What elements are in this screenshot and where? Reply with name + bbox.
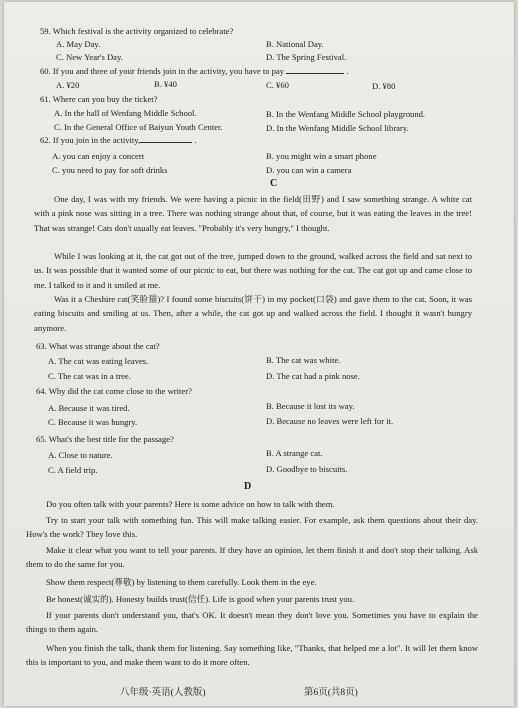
question-62-option-b: B. you might win a smart phone — [266, 151, 377, 161]
section-c-paragraph-3: Was it a Cheshire cat(笑脸猫)? I found some biscuits(饼干) in my pocket(口袋) and gave them to the cat. Soon, it was eating biscuits and smiling at us. Then, after a while, the cat got up and walked across the field. I thought it wasn't hungry anymore. — [34, 294, 472, 333]
answer-blank — [286, 67, 344, 74]
question-61-option-b: B. In the Wenfang Middle School playground. — [266, 109, 426, 119]
question-64-option-d: D. Because no leaves were left for it. — [266, 416, 394, 426]
question-60-option-d: D. ¥80 — [372, 81, 396, 91]
section-d-paragraph-2: Try to start your talk with something fun. This will make talking easier. For example, ask them questions about their day. How's the work? They love this. — [26, 515, 478, 540]
section-d-paragraph-5: Be honest(诚实的). Honesty builds trust(信任). Life is good when your parents trust you. — [46, 594, 355, 604]
question-60-option-a: A. ¥20 — [56, 80, 80, 90]
question-61-option-a: A. In the hall of Wenfang Middle School. — [54, 108, 197, 118]
question-65-stem: 65. What's the best title for the passage? — [36, 434, 174, 444]
footer-grade-subject: 八年级·英语(人教版) — [120, 688, 206, 698]
section-c-paragraph-1: One day, I was with my friends. We were having a picnic in the field(田野) and I saw something strange. A white cat with a pink nose was sitting in a tree. There was nothing strange about that, of course, but it was eating the leaves in the tree! That was strange! Cats don't usually eat leaves. "Probably it's very hungry," I thought. — [34, 194, 472, 233]
question-64-option-b: B. Because it lost its way. — [266, 401, 355, 411]
question-62-option-c: C. you need to pay for soft drinks — [52, 165, 168, 175]
question-63-option-b: B. The cat was white. — [266, 355, 341, 365]
question-63-stem: 63. What was strange about the cat? — [36, 341, 160, 351]
section-c-heading: C — [270, 178, 278, 189]
section-d-paragraph-7: When you finish the talk, thank them for listening. Say something like, "Thanks, that helped me a lot". It will let them know this is important to you, and make them want to do it more often. — [26, 643, 478, 668]
question-62-option-a: A. you can enjoy a concert — [52, 151, 145, 161]
question-59-option-a: A. May Day. — [56, 39, 101, 49]
question-64-option-c: C. Because it was hungry. — [48, 417, 138, 427]
question-63-option-d: D. The cat had a pink nose. — [266, 371, 360, 381]
section-d-paragraph-1: Do you often talk with your parents? Here is some advice on how to talk with them. — [46, 499, 335, 509]
question-64-stem: 64. Why did the cat come close to the writer? — [36, 386, 192, 396]
question-62-stem: 62. If you join in the activity, . — [40, 135, 197, 145]
question-59-option-d: D. The Spring Festival. — [266, 52, 347, 62]
question-61-option-d: D. In the Wenfang Middle School library. — [266, 123, 409, 133]
answer-blank — [140, 136, 192, 143]
section-d-paragraph-3: Make it clear what you want to tell your parents. If they have an opinion, let them finish it and don't stop their talking. Ask them to do the same for you. — [26, 545, 478, 570]
question-63-option-c: C. The cat was in a tree. — [48, 371, 131, 381]
exam-page — [4, 2, 514, 706]
footer-page-number: 第6页(共8页) — [304, 688, 358, 698]
section-d-paragraph-6: If your parents don't understand you, that's OK. It doesn't mean they don't love you. Sometimes you have to explain the things to them again. — [26, 610, 478, 635]
question-59-stem: 59. Which festival is the activity organized to celebrate? — [40, 26, 234, 36]
question-60-stem: 60. If you and three of your friends join in the activity, you have to pay . — [40, 66, 349, 76]
question-65-option-b: B. A strange cat. — [266, 448, 323, 458]
question-60-option-b: B. ¥40 — [154, 79, 177, 89]
question-64-option-a: A. Because it was tired. — [48, 403, 130, 413]
question-65-option-a: A. Close to nature. — [48, 450, 113, 460]
question-65-option-d: D. Goodbye to biscuits. — [266, 464, 348, 474]
question-65-option-c: C. A field trip. — [48, 465, 98, 475]
section-d-heading: D — [244, 481, 252, 492]
question-59-option-c: C. New Year's Day. — [56, 52, 123, 62]
question-61-stem: 61. Where can you buy the ticket? — [40, 94, 158, 104]
question-59-option-b: B. National Day. — [266, 39, 324, 49]
question-60-option-c: C. ¥60 — [266, 80, 289, 90]
question-62-option-d: D. you can win a camera — [266, 165, 352, 175]
question-61-option-c: C. In the General Office of Baiyun Youth Center. — [54, 122, 223, 132]
section-d-paragraph-4: Show them respect(尊敬) by listening to them carefully. Look them in the eye. — [46, 577, 317, 587]
section-c-paragraph-2: While I was looking at it, the cat got out of the tree, jumped down to the ground, walked across the field and sat next to us. It was possible that it wanted some of our picnic to eat, but there was nothing for the cat. The cat got up and came close to me. I talked to it and it smiled at me. — [34, 251, 472, 290]
question-63-option-a: A. The cat was eating leaves. — [48, 356, 149, 366]
